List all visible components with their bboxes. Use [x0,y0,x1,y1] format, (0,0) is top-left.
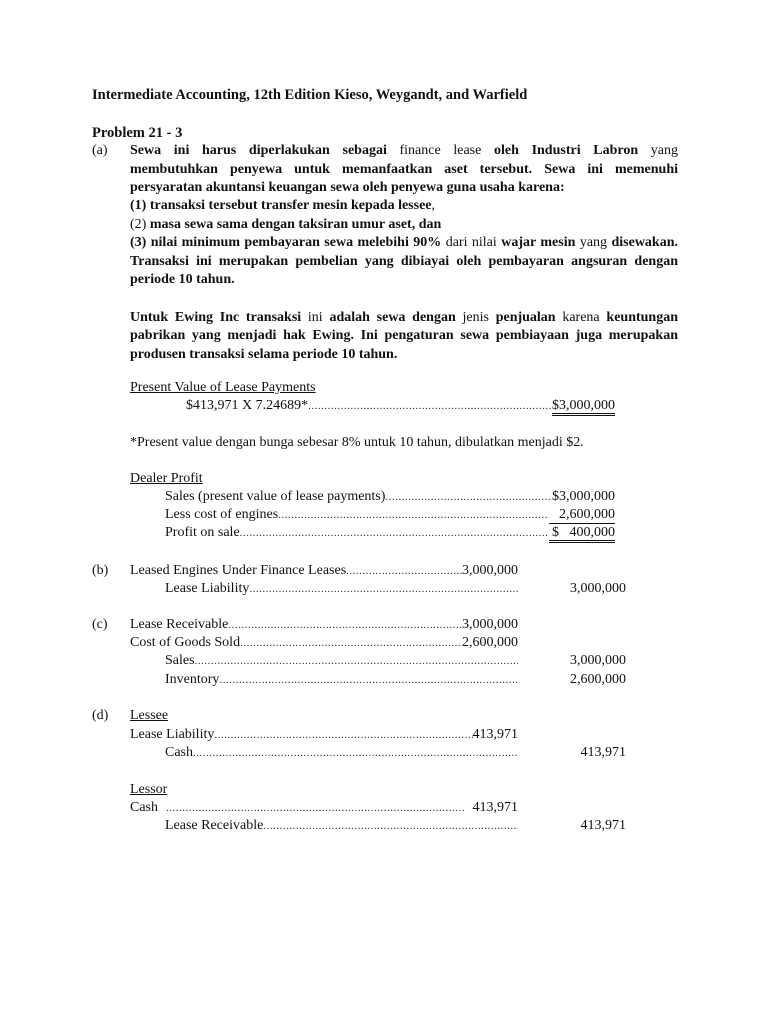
row-label: Cash [130,800,158,815]
dot-leader [278,506,549,524]
part-c-marker: (c) [92,617,108,632]
credit-amount: 413,971 [580,745,626,760]
text-segment: oleh Industri Labron [494,143,651,158]
dot-leader [263,817,518,835]
part-a-marker: (a) [92,143,108,158]
text-segment: dari nilai [445,235,502,250]
dot-leader [385,488,552,506]
dealer-row-profit [165,524,615,543]
text-segment: (1) transaksi tersebut transfer mesin kepada lessee [130,198,432,213]
dealer-profit-heading: Dealer Profit [130,471,203,486]
dot-leader [214,726,472,744]
text-segment: (2) [130,217,150,232]
text-segment: finance lease [399,143,495,158]
journal-row [165,580,518,598]
paragraph-line [130,253,678,271]
pv-result: $3,000,000 [552,398,615,416]
credit-amount: 3,000,000 [570,581,626,596]
row-label: Sales [165,653,195,668]
text-segment: yang [650,143,678,158]
lessee-heading: Lessee [130,708,169,723]
part-b-marker: (b) [92,563,109,578]
text-segment: wajar mesin [501,235,580,250]
dot-leader [249,580,518,598]
text-segment: disewakan. [611,235,678,250]
row-label: Lease Liability [165,581,250,596]
journal-row [130,799,518,817]
lessor-heading: Lessor [130,782,168,797]
row-label: Inventory [165,672,220,687]
paragraph-line [130,346,678,364]
journal-row [165,744,518,762]
journal-row [165,652,518,670]
dealer-row-cost [165,506,615,524]
dot-leader [193,744,518,762]
row-label: Cash [165,745,193,760]
paragraph-line [130,216,678,234]
paragraph-line [130,161,678,179]
text-segment: karena [562,310,607,325]
row-label: Less cost of engines [165,507,279,522]
text-segment: Untuk Ewing Inc transaksi [130,310,308,325]
debit-amount: 3,000,000 [462,617,518,632]
row-label: Leased Engines Under Finance Leases [130,563,347,578]
journal-row [130,726,518,744]
text-segment: membutuhkan penyewa untuk memanfaatkan aset tersebut. Sewa ini memenuhi [130,162,678,177]
dot-leader [166,799,465,817]
paragraph-line [130,309,678,327]
paragraph-line [130,179,678,197]
journal-row [165,817,518,835]
dealer-row-sales [165,488,615,506]
dot-leader [240,634,462,652]
text-segment: periode 10 tahun. [130,272,235,287]
dot-leader [308,397,552,415]
paragraph-line [130,327,678,345]
paragraph-line [130,142,678,160]
credit-amount: 2,600,000 [570,672,626,687]
text-segment: Transaksi ini merupakan pembelian yang dibiayai oleh pembayaran angsuran dengan [130,254,678,269]
row-amount: $3,000,000 [552,489,615,504]
text-segment: jenis [462,310,496,325]
row-amount: 2,600,000 [549,507,615,524]
pv-heading: Present Value of Lease Payments [130,380,316,395]
row-label: Lease Receivable [165,818,264,833]
dot-leader [228,616,462,634]
text-segment: penjualan [495,310,563,325]
row-label: Cost of Goods Sold [130,635,241,650]
journal-row [165,671,518,689]
text-segment: (3) nilai minimum pembayaran sewa melebihi 90% [130,235,446,250]
problem-heading: Problem 21 - 3 [92,125,183,141]
debit-amount: 3,000,000 [462,563,518,578]
pv-footnote: *Present value dengan bunga sebesar 8% untuk 10 tahun, dibulatkan menjadi $2. [130,435,584,450]
row-label: Profit on sale [165,525,240,540]
debit-amount: 413,971 [472,800,518,815]
pv-calc-row [186,397,615,416]
debit-amount: 2,600,000 [462,635,518,650]
paragraph-line [130,271,678,289]
dot-leader [240,524,549,542]
debit-amount: 413,971 [472,727,518,742]
pv-calc: $413,971 X 7.24689* [186,398,309,413]
journal-row [130,634,518,652]
credit-amount: 413,971 [580,818,626,833]
text-segment: Sewa ini harus diperlakukan sebagai [130,143,400,158]
text-segment: persyaratan akuntansi keuangan sewa oleh penyewa guna usaha karena: [130,180,565,195]
paragraph-line [130,197,678,215]
text-segment: masa sewa sama dengan taksiran umur aset, dan [149,217,442,232]
paragraph-line [130,234,678,252]
row-label: Lease Liability [130,727,215,742]
text-segment: pabrikan yang menjadi hak Ewing. Ini pengaturan sewa pembiayaan juga merupakan [130,328,678,343]
journal-row [130,616,518,634]
dot-leader [346,562,462,580]
text-segment: ini [307,310,330,325]
dot-leader [219,671,518,689]
document-title: Intermediate Accounting, 12th Edition Kieso, Weygandt, and Warfield [92,87,528,103]
row-label: Lease Receivable [130,617,229,632]
text-segment: keuntungan [606,310,678,325]
text-segment: produsen transaksi selama periode 10 tahun. [130,347,398,362]
row-amount: $ 400,000 [549,525,615,543]
part-d-marker: (d) [92,708,109,723]
text-segment: yang [579,235,612,250]
text-segment: adalah sewa dengan [329,310,463,325]
row-label: Sales (present value of lease payments) [165,489,386,504]
dot-leader [195,652,518,670]
journal-row [130,562,518,580]
credit-amount: 3,000,000 [570,653,626,668]
text-segment: , [431,198,435,213]
